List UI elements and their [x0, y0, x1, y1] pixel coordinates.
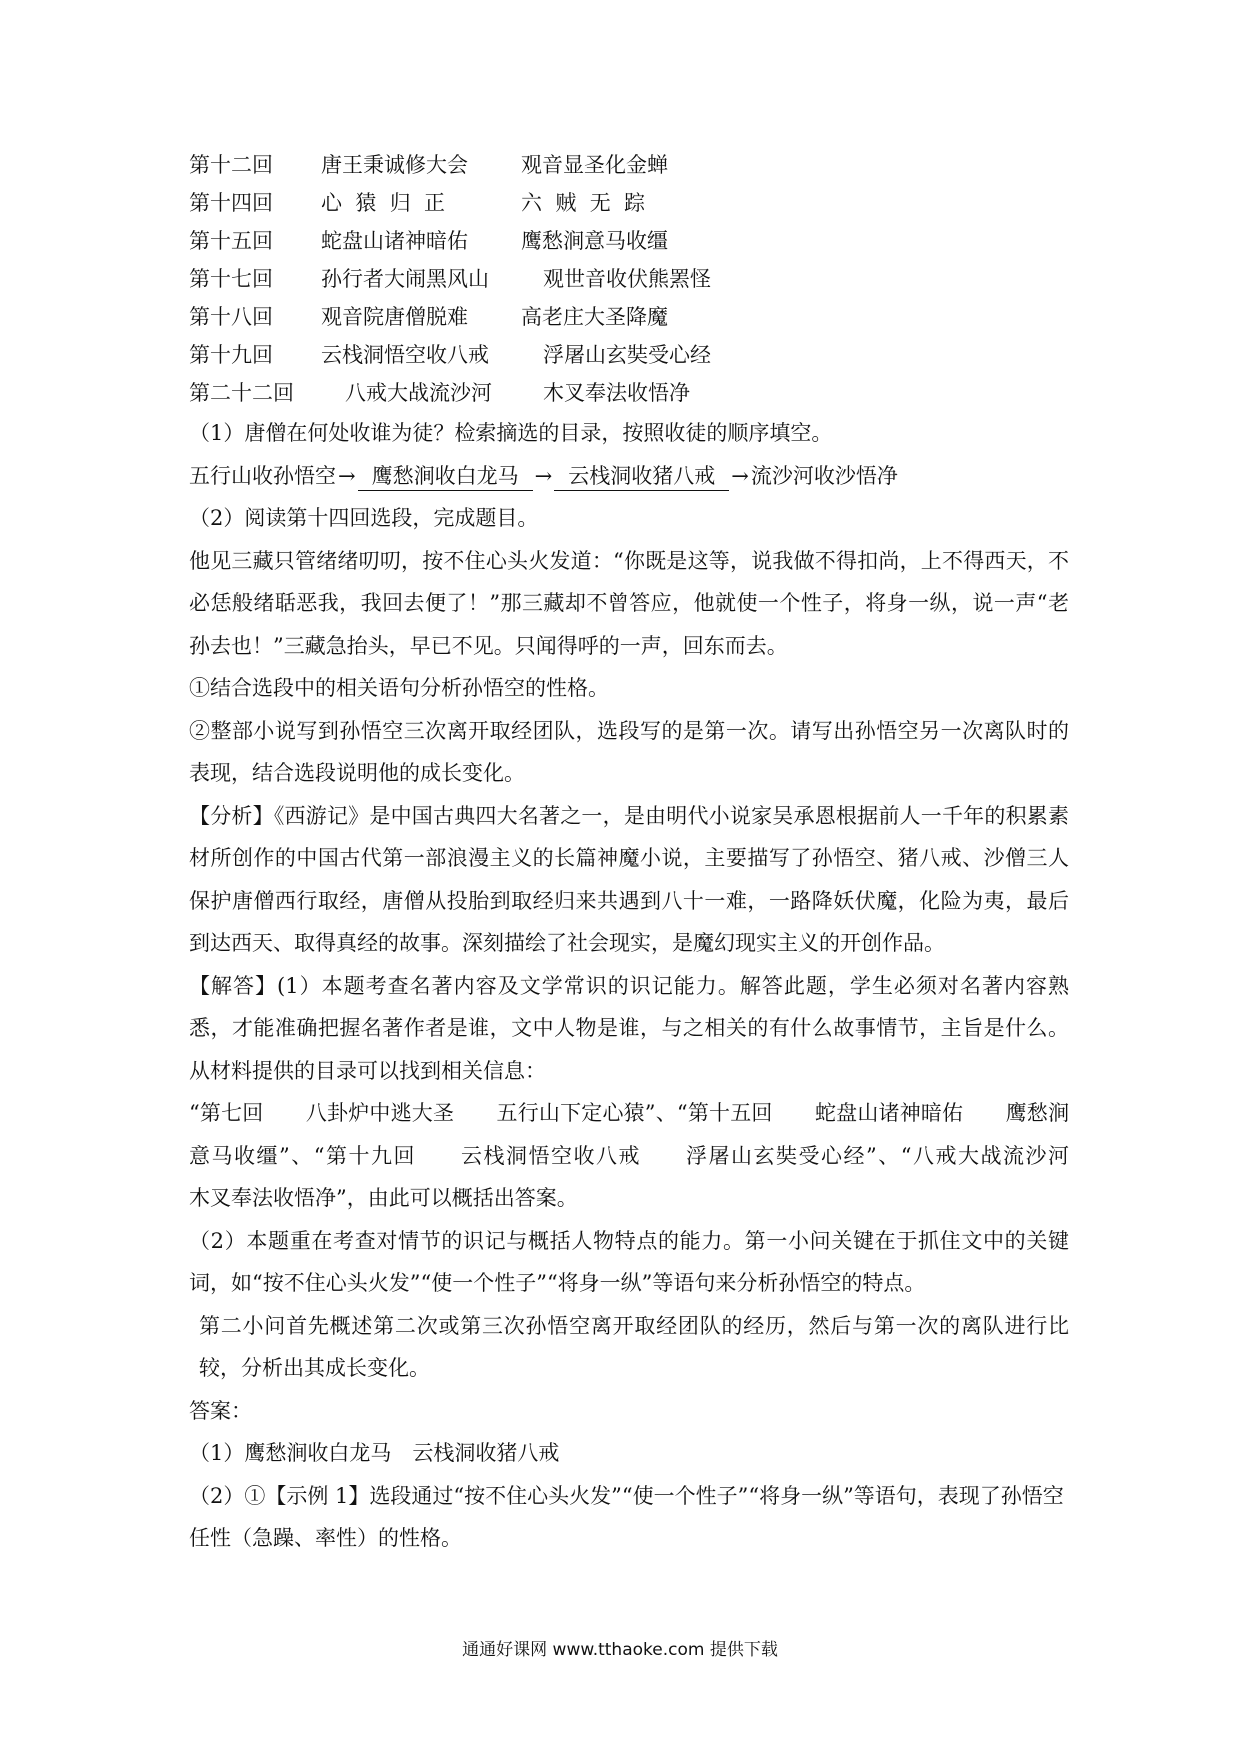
analysis-paragraph: 【分析】《西游记》是中国古典四大名著之一，是由明代小说家吴承恩根据前人一千年的积累素材所创作的中国古代第一部浪漫主义的长篇神魔小说，主要描写了孙悟空、猪八戒、沙僧三人保护唐僧西行取经，唐僧从投胎到取经归来共遇到八十一难，一路降妖伏魔，化险为夷，最后到达西天、取得真经的故事。深刻描绘了社会现实，是魔幻现实主义的开创作品。 — [189, 803, 1069, 955]
toc-row — [189, 298, 1069, 336]
toc-row — [189, 260, 1069, 298]
start-stage: 五行山收孙悟空 — [189, 463, 336, 488]
chapter-number: 第十二回 — [189, 153, 273, 177]
question-2-prompt: （2）阅读第十四回选段，完成题目。 — [189, 506, 539, 530]
answer-label: 答案： — [189, 1398, 252, 1423]
toc-row — [189, 374, 1069, 412]
chapter-title-second: 木叉奉法收悟净 — [543, 381, 690, 405]
chapter-number: 第十八回 — [189, 305, 273, 329]
toc-row — [189, 222, 1069, 260]
sub-question-2: ②整部小说写到孙悟空三次离开取经团队，选段写的是第一次。请写出孙悟空另一次离队时的表现，结合选段说明他的成长变化。 — [189, 718, 1069, 785]
question-1-fill-line — [189, 455, 1069, 498]
chapter-title-first: 蛇盘山诸神暗佑 — [321, 229, 468, 253]
chapter-title-second: 浮屠山玄奘受心经 — [543, 343, 711, 367]
fill-blank-1: 鹰愁涧收白龙马 — [358, 462, 533, 491]
fill-blank-2: 云栈洞收猪八戒 — [554, 462, 729, 491]
passage-excerpt: 他见三藏只管绪绪叨叨，按不住心头火发道：“你既是这等，说我做不得扣尚，上不得西天，不必恁般绪聒恶我，我回去便了！”那三藏却不曾答应，他就使一个性子，将身一纵，说一声“老孙去也！”三藏急抬头，早已不见。只闻得呼的一声，回东而去。 — [189, 548, 1069, 658]
arrow-icon: → — [338, 463, 356, 488]
arrow-icon: → — [534, 463, 553, 488]
solution-paragraph-1: 【解答】(1）本题考查名著内容及文学常识的识记能力。解答此题，学生必须对名著内容熟悉，才能准确把握名著作者是谁，文中人物是谁，与之相关的有什么故事情节，主旨是什么。从材料提供的目录可以找到相关信息： — [189, 973, 1069, 1083]
answer-2: （2）①【示例 1】选段通过“按不住心头火发”“使一个性子”“将身一纵”等语句，表现了孙悟空任性（急躁、率性）的性格。 — [189, 1483, 1064, 1550]
chapter-title-second: 鹰愁涧意马收缰 — [521, 229, 668, 253]
chapter-title-second: 观音显圣化金蝉 — [521, 153, 668, 177]
chapter-title-first: 观音院唐僧脱难 — [321, 305, 468, 329]
chapter-title-second: 高老庄大圣降魔 — [521, 305, 668, 329]
chapter-number: 第十七回 — [189, 267, 273, 291]
chapter-title-first: 心 猿 归 正 — [321, 191, 446, 215]
answer-1: （1）鹰愁涧收白龙马 云栈洞收猪八戒 — [189, 1441, 560, 1465]
chapter-title-second: 六 贼 无 踪 — [521, 191, 646, 215]
solution-paragraph-2: “第七回 八卦炉中逃大圣 五行山下定心猿”、“第十五回 蛇盘山诸神暗佑 鹰愁涧意马收缰”、“第十九回 云栈洞悟空收八戒 浮屠山玄奘受心经”、“八戒大战流沙河 木叉奉法收悟净”，由此可以概括出答案。 — [189, 1101, 1111, 1210]
end-stage: 流沙河收沙悟净 — [750, 463, 898, 488]
chapter-number: 第二十二回 — [189, 381, 294, 405]
chapter-title-second: 观世音收伏熊罴怪 — [543, 267, 711, 291]
answer-section — [189, 1390, 1069, 1560]
solution-paragraph-3: （2）本题重在考查对情节的识记与概括人物特点的能力。第一小问关键在于抓住文中的关键词，如“按不住心头火发”“使一个性子”“将身一纵”等语句来分析孙悟空的特点。 — [189, 1228, 1069, 1295]
chapter-title-first: 唐王秉诚修大会 — [321, 153, 468, 177]
chapter-title-first: 孙行者大闹黑风山 — [321, 267, 489, 291]
toc-row — [189, 184, 1069, 222]
question-1-prompt: （1）唐僧在何处收谁为徒？检索摘选的目录，按照收徒的顺序填空。 — [189, 421, 833, 445]
table-of-contents — [189, 146, 1069, 412]
toc-row — [189, 146, 1069, 184]
question-section — [189, 412, 1111, 1390]
page-footer: 通通好课网 www.tthaoke.com 提供下载 — [462, 1640, 778, 1660]
toc-row — [189, 336, 1069, 374]
chapter-title-first: 八戒大战流沙河 — [345, 381, 492, 405]
solution-paragraph-4: 第二小问首先概述第二次或第三次孙悟空离开取经团队的经历，然后与第一次的离队进行比较，分析出其成长变化。 — [199, 1313, 1069, 1380]
chapter-number: 第十九回 — [189, 343, 273, 367]
arrow-icon: → — [731, 463, 749, 488]
chapter-number: 第十四回 — [189, 191, 273, 215]
chapter-title-first: 云栈洞悟空收八戒 — [321, 343, 489, 367]
sub-question-1: ①结合选段中的相关语句分析孙悟空的性格。 — [189, 676, 609, 700]
document-page — [189, 146, 1111, 1560]
chapter-number: 第十五回 — [189, 229, 273, 253]
